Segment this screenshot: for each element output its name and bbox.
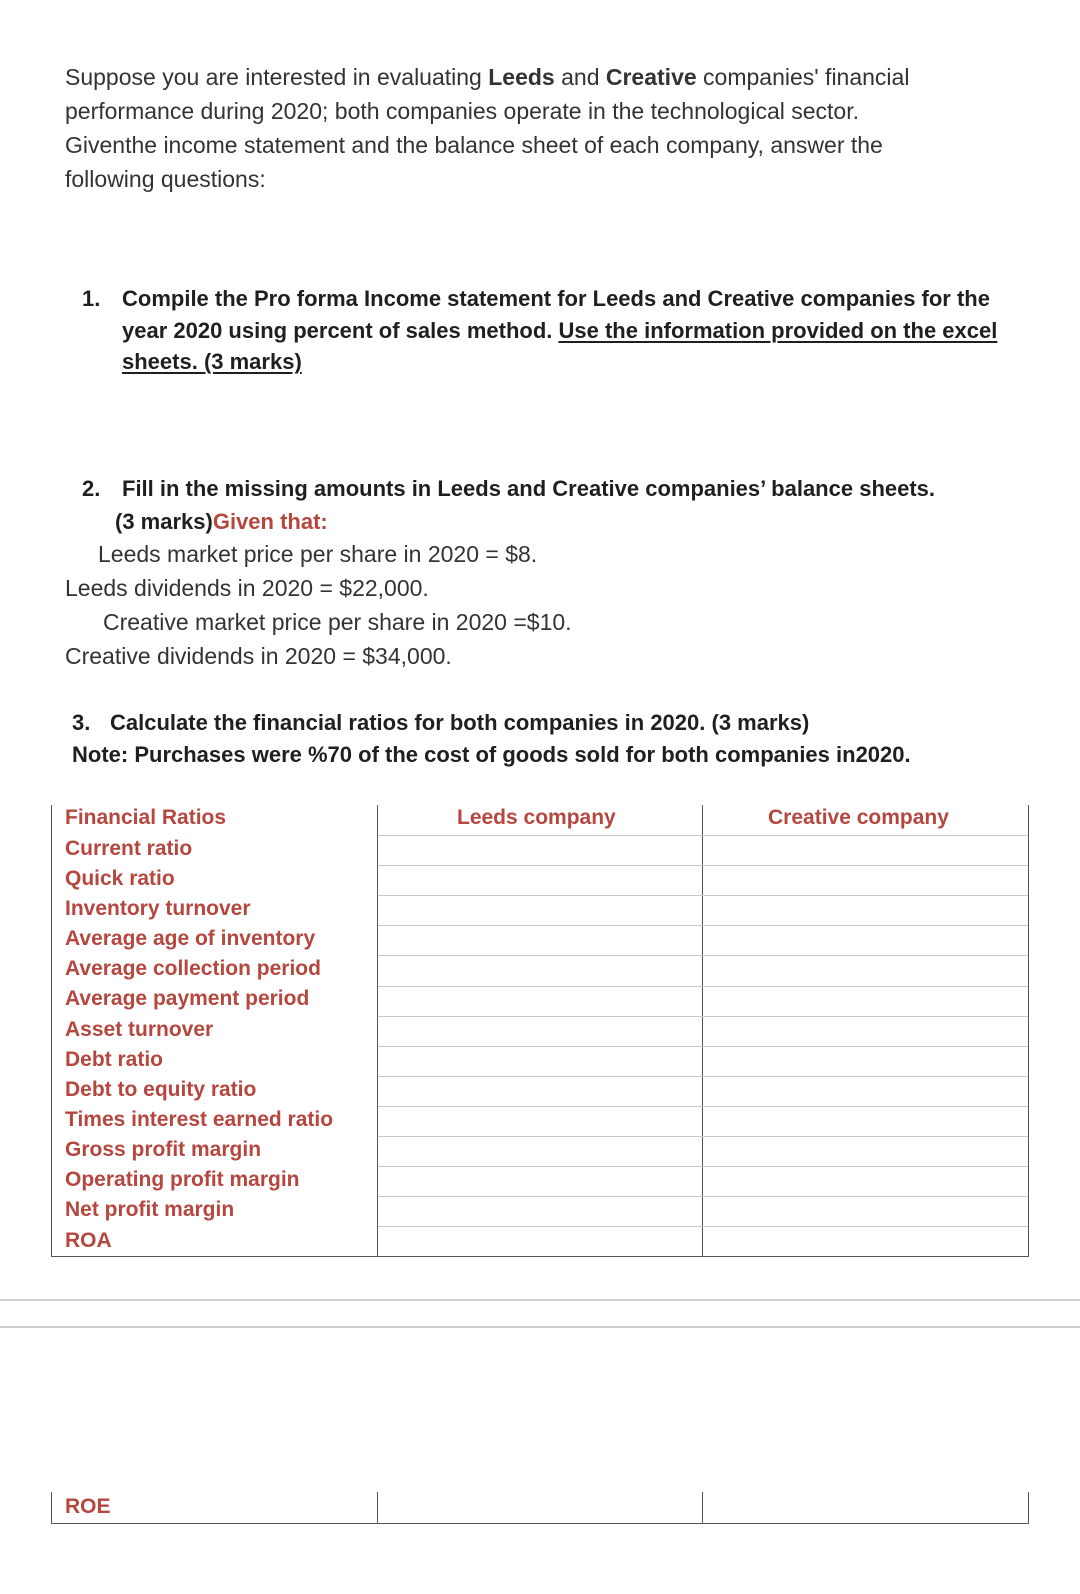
q3-line-1: Calculate the financial ratios for both companies in 2020. (3 marks) bbox=[110, 710, 810, 735]
intro-line-1: Suppose you are interested in evaluating Leeds and Creative companies' financial bbox=[65, 64, 910, 90]
page-separator-bottom bbox=[0, 1326, 1080, 1328]
header-financial-ratios: Financial Ratios bbox=[65, 806, 227, 829]
row-debt-to-equity-ratio: Debt to equity ratio bbox=[65, 1078, 257, 1101]
table-row-divider bbox=[378, 1016, 1028, 1017]
row-net-profit-margin: Net profit margin bbox=[65, 1198, 235, 1221]
row-roe: ROE bbox=[65, 1495, 111, 1518]
row-average-age-of-inventory: Average age of inventory bbox=[65, 927, 316, 950]
intro-paragraph bbox=[65, 60, 1025, 196]
table-row-divider bbox=[378, 986, 1028, 987]
given-leeds-price: Leeds market price per share in 2020 = $8. bbox=[98, 541, 538, 567]
intro-line-3: Giventhe income statement and the balance sheet of each company, answer the bbox=[65, 132, 883, 158]
header-creative-company: Creative company bbox=[768, 806, 949, 829]
row-asset-turnover: Asset turnover bbox=[65, 1018, 214, 1041]
q3-note: Note: Purchases were %70 of the cost of goods sold for both companies in2020. bbox=[72, 742, 911, 767]
table-row-divider bbox=[378, 1196, 1028, 1197]
page-separator-top bbox=[0, 1299, 1080, 1301]
q1-number: 1. bbox=[82, 286, 101, 311]
given-creative-dividends: Creative dividends in 2020 = $34,000. bbox=[65, 643, 452, 669]
table-row-divider bbox=[378, 1226, 1028, 1227]
row-roa: ROA bbox=[65, 1229, 112, 1252]
q2-number: 2. bbox=[82, 476, 101, 501]
row-debt-ratio: Debt ratio bbox=[65, 1048, 164, 1071]
q2-line-2: (3 marks)Given that: bbox=[115, 509, 328, 534]
header-leeds-company: Leeds company bbox=[457, 806, 616, 829]
table-row-divider bbox=[378, 1136, 1028, 1137]
table-row-divider bbox=[378, 1166, 1028, 1167]
table-row-divider bbox=[378, 835, 1028, 836]
row-times-interest-earned-ratio: Times interest earned ratio bbox=[65, 1108, 334, 1131]
q1-line-1: Compile the Pro forma Income statement for Leeds and Creative companies for the bbox=[122, 286, 990, 311]
row-quick-ratio: Quick ratio bbox=[65, 867, 175, 890]
q1-line-3: sheets. (3 marks) bbox=[122, 349, 302, 374]
table-row-divider bbox=[378, 1106, 1028, 1107]
intro-line-2: performance during 2020; both companies operate in the technological sector. bbox=[65, 98, 860, 124]
row-average-payment-period: Average payment period bbox=[65, 987, 310, 1010]
row-current-ratio: Current ratio bbox=[65, 837, 193, 860]
row-inventory-turnover: Inventory turnover bbox=[65, 897, 251, 920]
table-row-divider bbox=[378, 1076, 1028, 1077]
table-row-divider bbox=[378, 925, 1028, 926]
row-gross-profit-margin: Gross profit margin bbox=[65, 1138, 262, 1161]
table-row-divider bbox=[378, 865, 1028, 866]
q1-line-2: year 2020 using percent of sales method. Use the information provided on the excel bbox=[122, 318, 998, 343]
intro-line-4: following questions: bbox=[65, 166, 266, 192]
table-row-divider bbox=[378, 895, 1028, 896]
q2-line-1: Fill in the missing amounts in Leeds and Creative companies’ balance sheets. bbox=[122, 476, 936, 501]
row-average-collection-period: Average collection period bbox=[65, 957, 321, 980]
given-leeds-dividends: Leeds dividends in 2020 = $22,000. bbox=[65, 575, 429, 601]
q3-number: 3. bbox=[72, 710, 91, 735]
table-row-divider bbox=[378, 1046, 1028, 1047]
row-operating-profit-margin: Operating profit margin bbox=[65, 1168, 300, 1191]
given-creative-price: Creative market price per share in 2020 =$10. bbox=[103, 609, 572, 635]
table-row-divider bbox=[378, 955, 1028, 956]
